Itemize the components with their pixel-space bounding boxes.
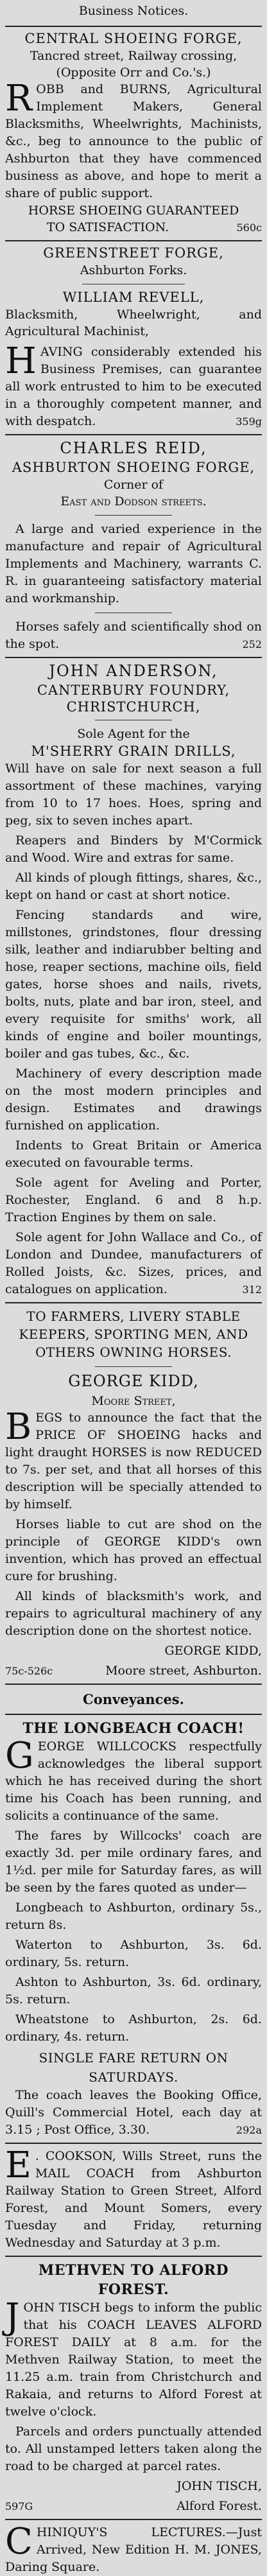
ad-address-note: (Opposite Orr and Co.'s.) [56, 65, 211, 80]
ad-slogan-2: TO SATISFACTION. [46, 220, 169, 234]
ad-greenstreet-forge [5, 245, 262, 430]
ad-heading: SINGLE FARE RETURN ON SATURDAYS. [39, 2050, 228, 2085]
ad-paragraph [5, 1229, 262, 1298]
drop-cap: G [5, 1735, 34, 1777]
ad-body [5, 78, 262, 202]
ad-text: AVING considerably extended his Business Premises, can guarantee all work entrusted to him to be executed in a thoroughly competent manner, and with despatch. [5, 345, 262, 428]
ad-code: 597G [5, 2500, 33, 2512]
ad-code: 252 [242, 638, 262, 650]
ad-paragraph: EORGE WILLCOCKS respectfully acknowledges the liberal support which he has received during the short time his Coach has been running, and solicits a continuance of the same. [5, 1739, 262, 1823]
ad-body [5, 521, 262, 607]
ad-text: Horses safely and scientifically shod on the spot. [5, 620, 262, 651]
drop-cap: C [5, 2521, 33, 2563]
ad-code: 292a [236, 2124, 262, 2136]
ad-code: 75c-526c [5, 1665, 53, 1677]
ad-footer [5, 2498, 262, 2515]
ad-paragraph: EGS to announce the fact that the PRICE OF SHOEING hacks and light draught HORSES is now REDUCED to 7s. per set, and that all horses of this description will be specially attended to by himself. [5, 1411, 262, 1511]
drop-cap: J [5, 2296, 20, 2338]
divider [5, 2143, 262, 2144]
ad-paragraph: All kinds of blacksmith's work, and repairs to agricultural machinery of any description done on the shortest notice. [5, 1589, 262, 1638]
ad-subtitle: Ashburton Forks. [80, 263, 187, 277]
ad-fare: Wheatstone to Ashburton, 2s. 6d. ordinary, 4s. return. [5, 2012, 262, 2044]
ad-paragraph: All kinds of plough fittings, shares, &c., kept on hand or cast at short notice. [5, 871, 262, 902]
ad-text: OBB and BURNS, Agricultural Implement Makers, General Blacksmiths, Wheelwrights, Machinists, &c., beg to announce to the public of Ashburton that they have commenced business as above, and hope to merit a share of public support. [5, 82, 262, 200]
divider [5, 657, 262, 658]
ad-code: 560c [236, 222, 262, 234]
ad-paragraph: A large and varied experience in the manufacture and repair of Agricultural Implements and Machinery, warrants C. R. in guaranteeing satisfactory material and workmanship. [5, 522, 262, 605]
ad-code: 312 [242, 1284, 262, 1296]
ad-paragraph: The fares by Willcocks' coach are exactly 3d. per mile ordinary fares, and 1½d. per mile for Saturday fares, as will be seen by the fares quoted as under— [5, 1829, 262, 1895]
ad-chiniquy-lectures [5, 2521, 262, 2576]
ad-paragraph: Will have on sale for next season a full assortment of these machines, varying from 10 to 17 hoes. Hoes, spring and peg, six to seven inches apart. [5, 761, 262, 828]
ad-address: Tancred street, Railway crossing, [30, 49, 237, 63]
drop-cap: B [5, 1406, 32, 1448]
ad-subtitle: CHRISTCHURCH, [66, 699, 201, 715]
ad-charles-reid [5, 439, 262, 653]
ad-lead: JOHN ANDERSON, [49, 662, 218, 680]
ad-name: GEORGE KIDD, [68, 1372, 199, 1390]
ad-paragraph: Machinery of every description made on the most modern principles and design. Estimates and drawings furnished on application. [5, 1066, 262, 1133]
divider [5, 434, 262, 435]
ad-paragraph: Fencing standards and wire, millstones, grindstones, flour dressing silk, leather and indiarubber belting and hose, reaper sections, machine oils, field gates, horse shoes and nails, rivets, bolts, nuts, plate and bar iron, steel, and every requisite for smiths' work, all kinds of engine and boiler mountings, boiler and gas tubes, &c., &c. [5, 908, 262, 1061]
ad-product: M'SHERRY GRAIN DRILLS, [31, 744, 236, 759]
ad-text: . COOKSON, Wills Street, runs the MAIL COACH from Ashburton Railway Station to Green Street, Alford Forest, and Mount Somers, every Tuesday and Friday, returning Wednesday and Saturday at 3 p.m. [5, 2149, 262, 2250]
ad-paragraph [5, 618, 262, 653]
ad-paragraph: OHN TISCH begs to inform the public that his COACH LEAVES ALFORD FOREST DAILY at 8 a.m. for the Methven Railway Station, to meet the 11.25 a.m. train from Christchurch and Rakaia, and returns to Alford Forest at twelve o'clock. [5, 2301, 262, 2419]
ad-title: GREENSTREET FORGE, [43, 245, 224, 261]
ad-address: Moore street, Ashburton. [105, 1664, 262, 1678]
ad-title: CENTRAL SHOEING FORGE, [24, 31, 243, 46]
divider [5, 1714, 262, 1715]
ad-paragraph: Indents to Great Britain or America executed on favourable terms. [5, 1138, 262, 1170]
short-divider [95, 515, 172, 516]
ad-text: HINIQUY'S LECTURES.—Just Arrived, New Edition H. M. JONES, Daring Square. [5, 2525, 262, 2574]
divider [5, 1684, 262, 1685]
ad-title: CANTERBURY FOUNDRY, [37, 683, 230, 698]
ad-body [5, 1406, 262, 1660]
ad-fare: Waterton to Ashburton, 3s. 6d. ordinary, 5s. return. [5, 1938, 262, 1969]
ad-fare: Ashton to Ashburton, 3s. 6d. ordinary, 5s. return. [5, 1975, 262, 2006]
ad-paragraph: Sole agent for Aveling and Porter, Rochester, England. 6 and 8 h.p. Traction Engines by them on sale. [5, 1176, 262, 1224]
divider [5, 2256, 262, 2257]
ad-address: Alford Forest. [177, 2499, 262, 2513]
ad-signature: GEORGE KIDD, [164, 1644, 262, 1658]
ad-text: The coach leaves the Booking Office, Quill's Commercial Hotel, each day at 3.15 ; Post Office, 3.30. [5, 2088, 262, 2137]
ad-text: Sole agent for John Wallace and Co., of London and Dundee, manufacturers of Rolled Joists, &c. Sizes, prices, and catalogues on application. [5, 1230, 262, 1296]
divider [5, 1302, 262, 1303]
ad-paragraph: Parcels and orders punctually attended to. All unstamped letters taken along the road to be charged at parcel rates. [5, 2424, 262, 2473]
ad-methven-alford-forest [5, 2261, 262, 2515]
ad-body-2 [5, 2087, 262, 2139]
drop-cap: R [5, 78, 33, 119]
section-header: Conveyances. [83, 1691, 184, 1707]
column-header: Business Notices. [78, 4, 189, 18]
ad-fare: Longbeach to Ashburton, ordinary 5s., return 8s. [5, 1901, 262, 1932]
drop-cap: H [5, 340, 37, 382]
drop-cap: E [5, 2145, 31, 2186]
ad-paragraph: Horses liable to cut are shod on the principle of GEORGE KIDD's own invention, which has proved an effectual cure for brushing. [5, 1517, 262, 1583]
ad-body [5, 340, 262, 430]
ad-sub: Corner of [103, 478, 164, 492]
ad-cookson-mail-coach [5, 2145, 262, 2252]
ad-code: 359g [236, 415, 262, 428]
ad-central-shoeing-forge [5, 31, 262, 236]
ad-sub-street: East and Dodson streets. [60, 494, 207, 509]
ad-footer [5, 219, 262, 236]
ad-body [5, 1735, 262, 2046]
ad-body [5, 2296, 262, 2495]
ad-john-anderson [5, 662, 262, 1298]
ad-name: WILLIAM REVELL, [62, 290, 205, 305]
ad-street: Moore Street, [91, 1394, 176, 1408]
ad-title: METHVEN TO ALFORD FOREST. [38, 2262, 229, 2298]
ad-body [5, 2521, 262, 2576]
ad-george-kidd [5, 1307, 262, 1680]
ad-title: THE LONGBEACH COACH! [22, 1720, 245, 1737]
ad-paragraph [5, 2087, 262, 2139]
ad-body-2 [5, 618, 262, 653]
divider [5, 2519, 262, 2520]
ad-agent: Sole Agent for the [77, 727, 190, 741]
ad-body [5, 760, 262, 1298]
ad-title: ASHBURTON SHOEING FORGE, [12, 460, 255, 475]
ad-body [5, 2145, 262, 2252]
short-divider [95, 1366, 172, 1367]
divider [5, 240, 262, 241]
ad-lead: CHARLES REID, [60, 439, 207, 457]
divider [5, 26, 262, 27]
ad-slogan: HORSE SHOEING GUARANTEED [28, 204, 239, 218]
ad-longbeach-coach [5, 1719, 262, 2139]
ad-footer [5, 1662, 262, 1680]
ad-heading: TO FARMERS, LIVERY STABLE KEEPERS, SPORTING MEN, AND OTHERS OWNING HORSES. [19, 1309, 248, 1360]
ad-trade: Blacksmith, Wheelwright, and Agricultural Machinist, [5, 308, 262, 338]
ad-signature: JOHN TISCH, [177, 2479, 262, 2493]
ad-paragraph: Reapers and Binders by M'Cormick and Wood. Wire and extras for same. [5, 833, 262, 865]
